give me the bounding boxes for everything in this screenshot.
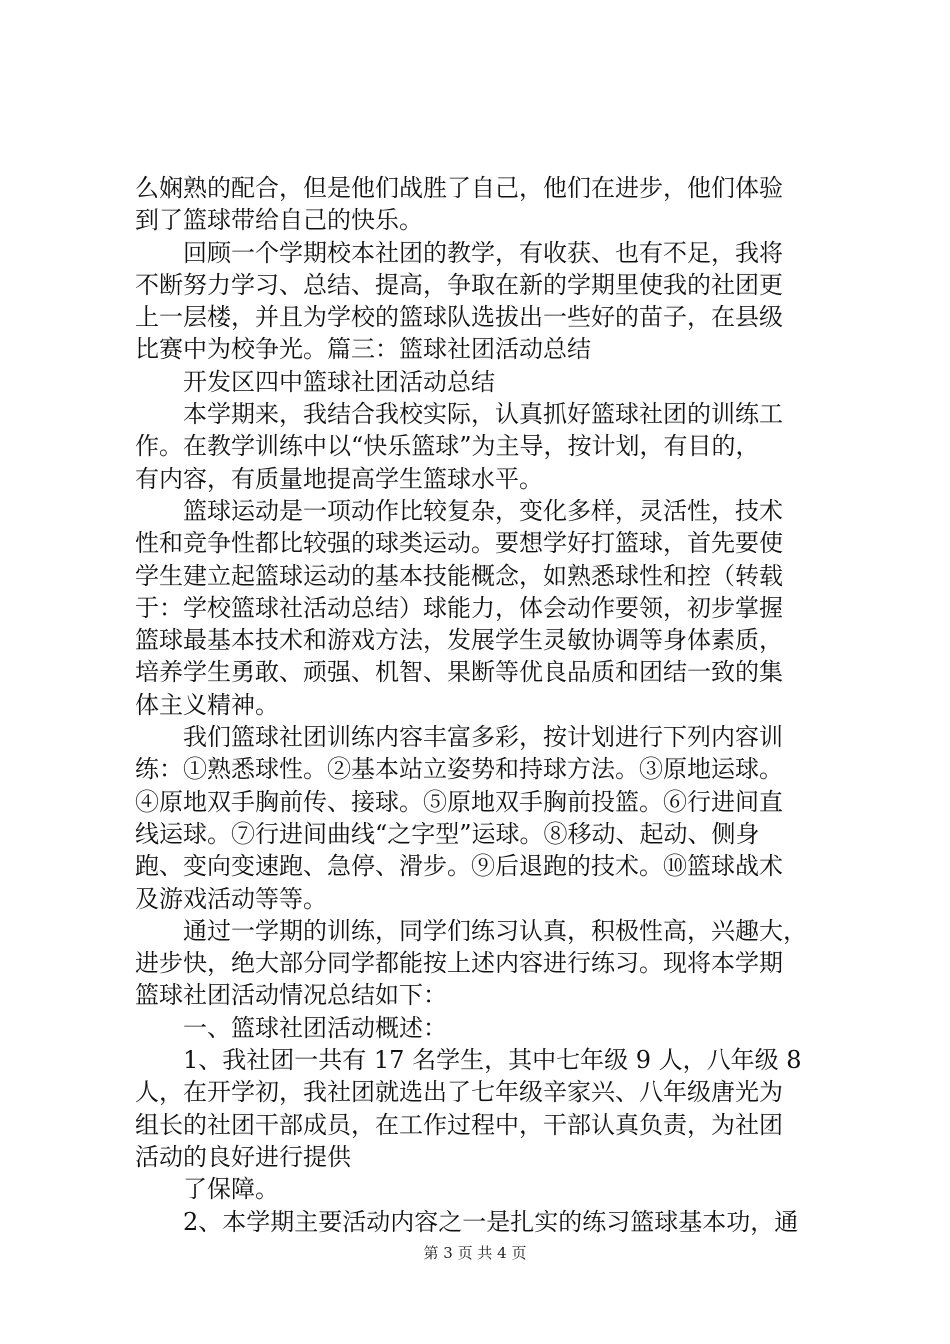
section-title: 开发区四中篮球社团活动总结 [183, 367, 495, 396]
text-line: 线运球。⑦行进间曲线“之字型”运球。⑧移动、起动、侧身 [135, 819, 760, 848]
text-line: 有内容，有质量地提高学生篮球水平。 [135, 464, 543, 493]
text-line: ④原地双手胸前传、接球。⑤原地双手胸前投篮。⑥行进间直 [135, 787, 783, 816]
text-line: 跑、变向变速跑、急停、滑步。⑨后退跑的技术。⑩篮球战术 [135, 852, 783, 881]
paragraph-start: 通过一学期的训练，同学们练习认真，积极性高，兴趣大， [183, 916, 807, 945]
page-number: 第 3 页 共 4 页 [423, 1244, 527, 1262]
text-line: 性和竞争性都比较强的球类运动。要想学好打篮球，首先要使 [135, 529, 783, 558]
text-line: 人，在开学初，我社团就选出了七年级辛家兴、八年级唐光为 [135, 1078, 783, 1107]
text-line: 及游戏活动等等。 [135, 884, 327, 913]
text-line: 培养学生勇敢、顽强、机智、果断等优良品质和团结一致的集 [135, 658, 783, 687]
page-footer [0, 1243, 950, 1263]
text-line: 篮球社团活动情况总结如下： [135, 981, 447, 1010]
section-heading: 一、篮球社团活动概述： [183, 1013, 447, 1042]
text-line: 体主义精神。 [135, 690, 279, 719]
paragraph-start: 1、我社团一共有 17 名学生，其中七年级 9 人，八年级 8 [183, 1046, 802, 1075]
text-line: 进步快，绝大部分同学都能按上述内容进行练习。现将本学期 [135, 949, 783, 978]
text-line: 篮球最基本技术和游戏方法，发展学生灵敏协调等身体素质， [135, 626, 783, 655]
text-line: 不断努力学习、总结、提高，争取在新的学期里使我的社团更 [135, 270, 783, 299]
text-line: 练：①熟悉球性。②基本站立姿势和持球方法。③原地运球。 [135, 755, 783, 784]
paragraph-start: 本学期来，我结合我校实际，认真抓好篮球社团的训练工 [183, 400, 783, 429]
text-line: 了保障。 [183, 1175, 279, 1204]
text-line: 么娴熟的配合，但是他们战胜了自己，他们在进步，他们体验 [135, 174, 783, 202]
text-line: 上一层楼，并且为学校的篮球队选拔出一些好的苗子，在县级 [135, 303, 783, 332]
paragraph-start: 2、本学期主要活动内容之一是扎实的练习篮球基本功，通 [183, 1207, 799, 1236]
paragraph-start: 篮球运动是一项动作比较复杂，变化多样，灵活性，技术 [183, 496, 783, 525]
text-line: 比赛中为校争光。篇三：篮球社团活动总结 [135, 335, 591, 364]
paragraph-start: 回顾一个学期校本社团的教学，有收获、也有不足，我将 [183, 238, 783, 267]
text-line: 到了篮球带给自己的快乐。 [135, 206, 423, 235]
text-line: 于：学校篮球社活动总结）球能力，体会动作要领，初步掌握 [135, 593, 783, 622]
text-line: 活动的良好进行提供 [135, 1142, 351, 1171]
document-body [135, 172, 835, 1238]
paragraph-start: 我们篮球社团训练内容丰富多彩，按计划进行下列内容训 [183, 723, 783, 752]
text-line: 作。在教学训练中以“快乐篮球”为主导，按计划，有目的， [135, 432, 760, 461]
text-line: 学生建立起篮球运动的基本技能概念，如熟悉球性和控（转载 [135, 561, 783, 590]
text-line: 组长的社团干部成员，在工作过程中，干部认真负责，为社团 [135, 1110, 783, 1139]
